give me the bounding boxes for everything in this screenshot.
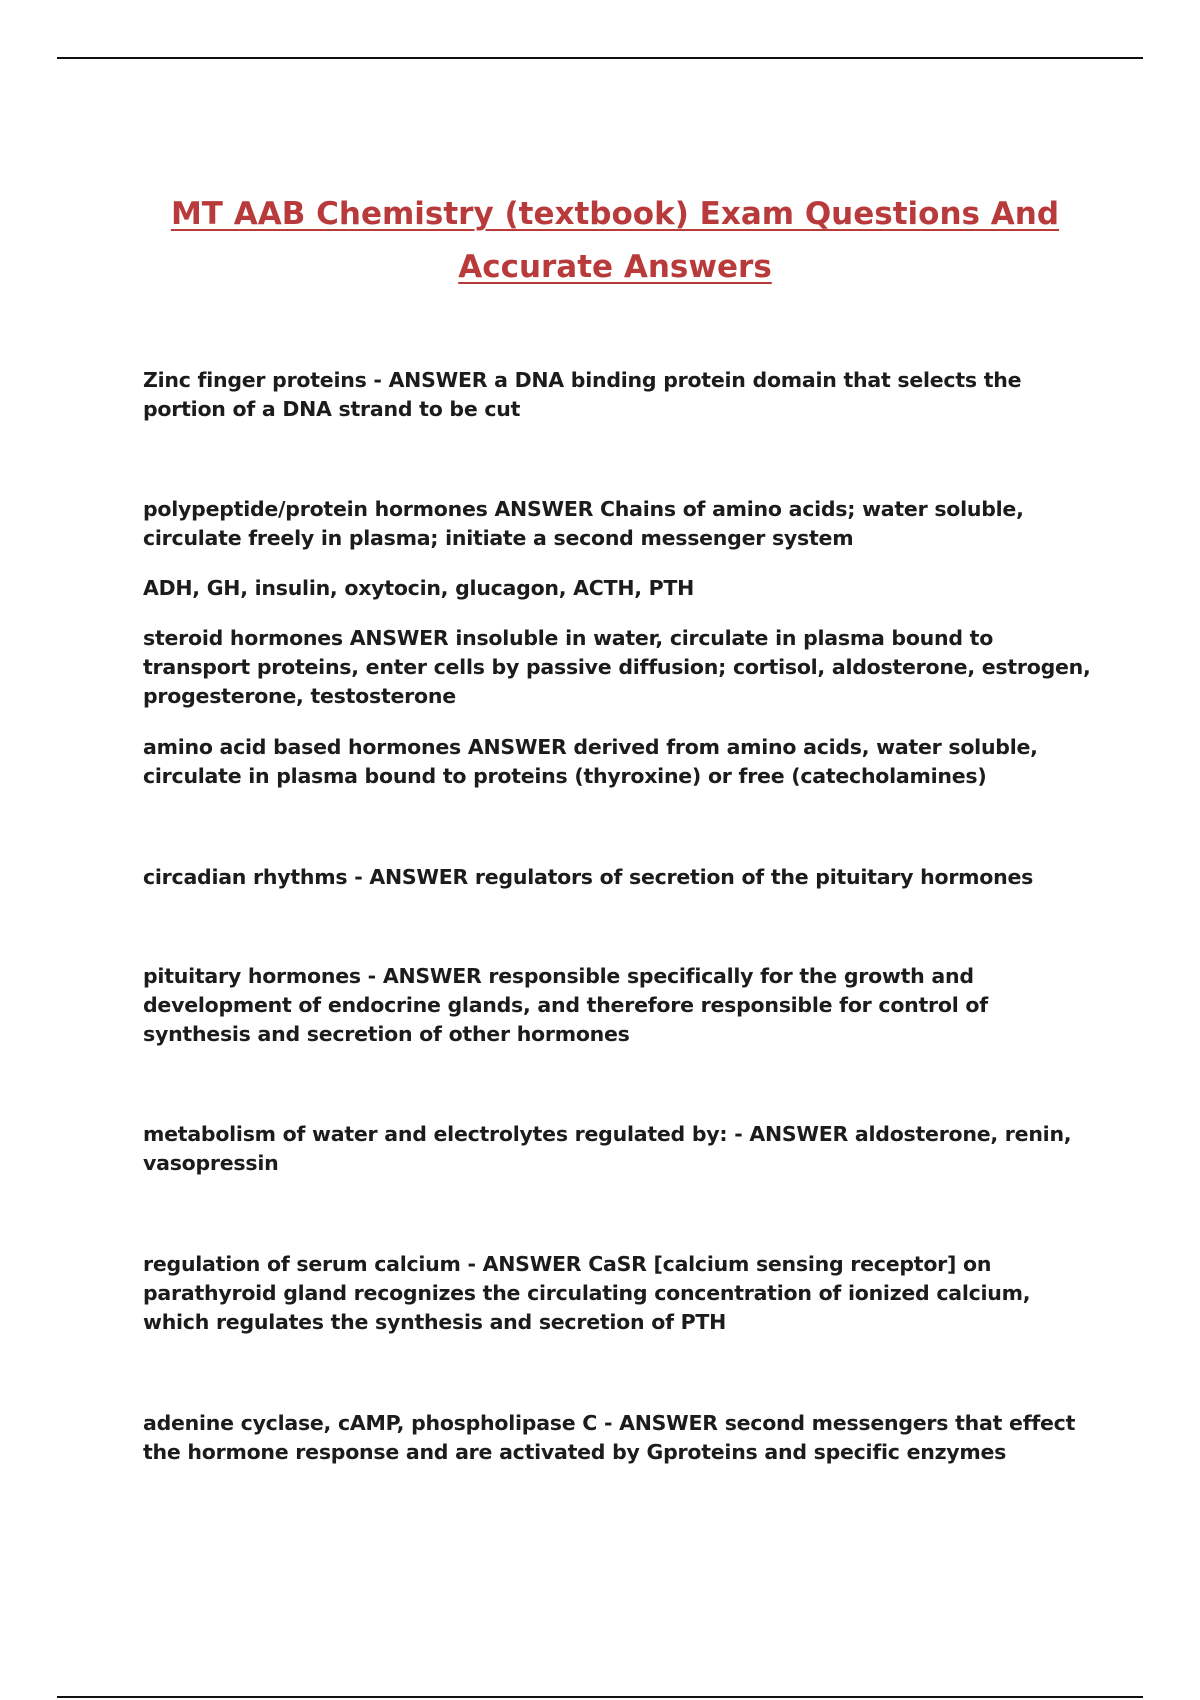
- qa-entry-polypeptide-hormones: polypeptide/protein hormones ANSWER Chains of amino acids; water soluble, circulate freely in plasma; initiate a second messenger system: [143, 497, 1024, 550]
- qa-entry-hormone-list: ADH, GH, insulin, oxytocin, glucagon, ACTH, PTH: [143, 576, 695, 600]
- qa-entry-circadian-rhythms: circadian rhythms - ANSWER regulators of secretion of the pituitary hormones: [143, 865, 1034, 889]
- qa-entry-water-electrolytes: metabolism of water and electrolytes regulated by: - ANSWER aldosterone, renin, vasopressin: [143, 1122, 1072, 1175]
- top-divider: [57, 57, 1143, 59]
- qa-entry-pituitary-hormones: pituitary hormones - ANSWER responsible specifically for the growth and development of endocrine glands, and therefore responsible for control of synthesis and secretion of other hormones: [143, 964, 988, 1046]
- qa-entry-steroid-hormones: steroid hormones ANSWER insoluble in water, circulate in plasma bound to transport proteins, enter cells by passive diffusion; cortisol, aldosterone, estrogen, progesterone, testosterone: [143, 626, 1091, 708]
- qa-entry-second-messengers: adenine cyclase, cAMP, phospholipase C - ANSWER second messengers that effect the hormone response and are activated by Gproteins and specific enzymes: [143, 1411, 1076, 1464]
- qa-entry-zinc-finger: Zinc finger proteins - ANSWER a DNA binding protein domain that selects the portion of a DNA strand to be cut: [143, 368, 1022, 421]
- qa-entry-amino-acid-hormones: amino acid based hormones ANSWER derived from amino acids, water soluble, circulate in plasma bound to proteins (thyroxine) or free (catecholamines): [143, 735, 1038, 788]
- document-title-text: MT AAB Chemistry (textbook) Exam Questions And Accurate Answers: [170, 196, 1060, 285]
- document-title: [100, 188, 1130, 294]
- qa-entry-serum-calcium: regulation of serum calcium - ANSWER CaSR [calcium sensing receptor] on parathyroid gland recognizes the circulating concentration of ionized calcium, which regulates the synthesis and secretion of PTH: [143, 1252, 1031, 1334]
- bottom-divider: [57, 1696, 1143, 1698]
